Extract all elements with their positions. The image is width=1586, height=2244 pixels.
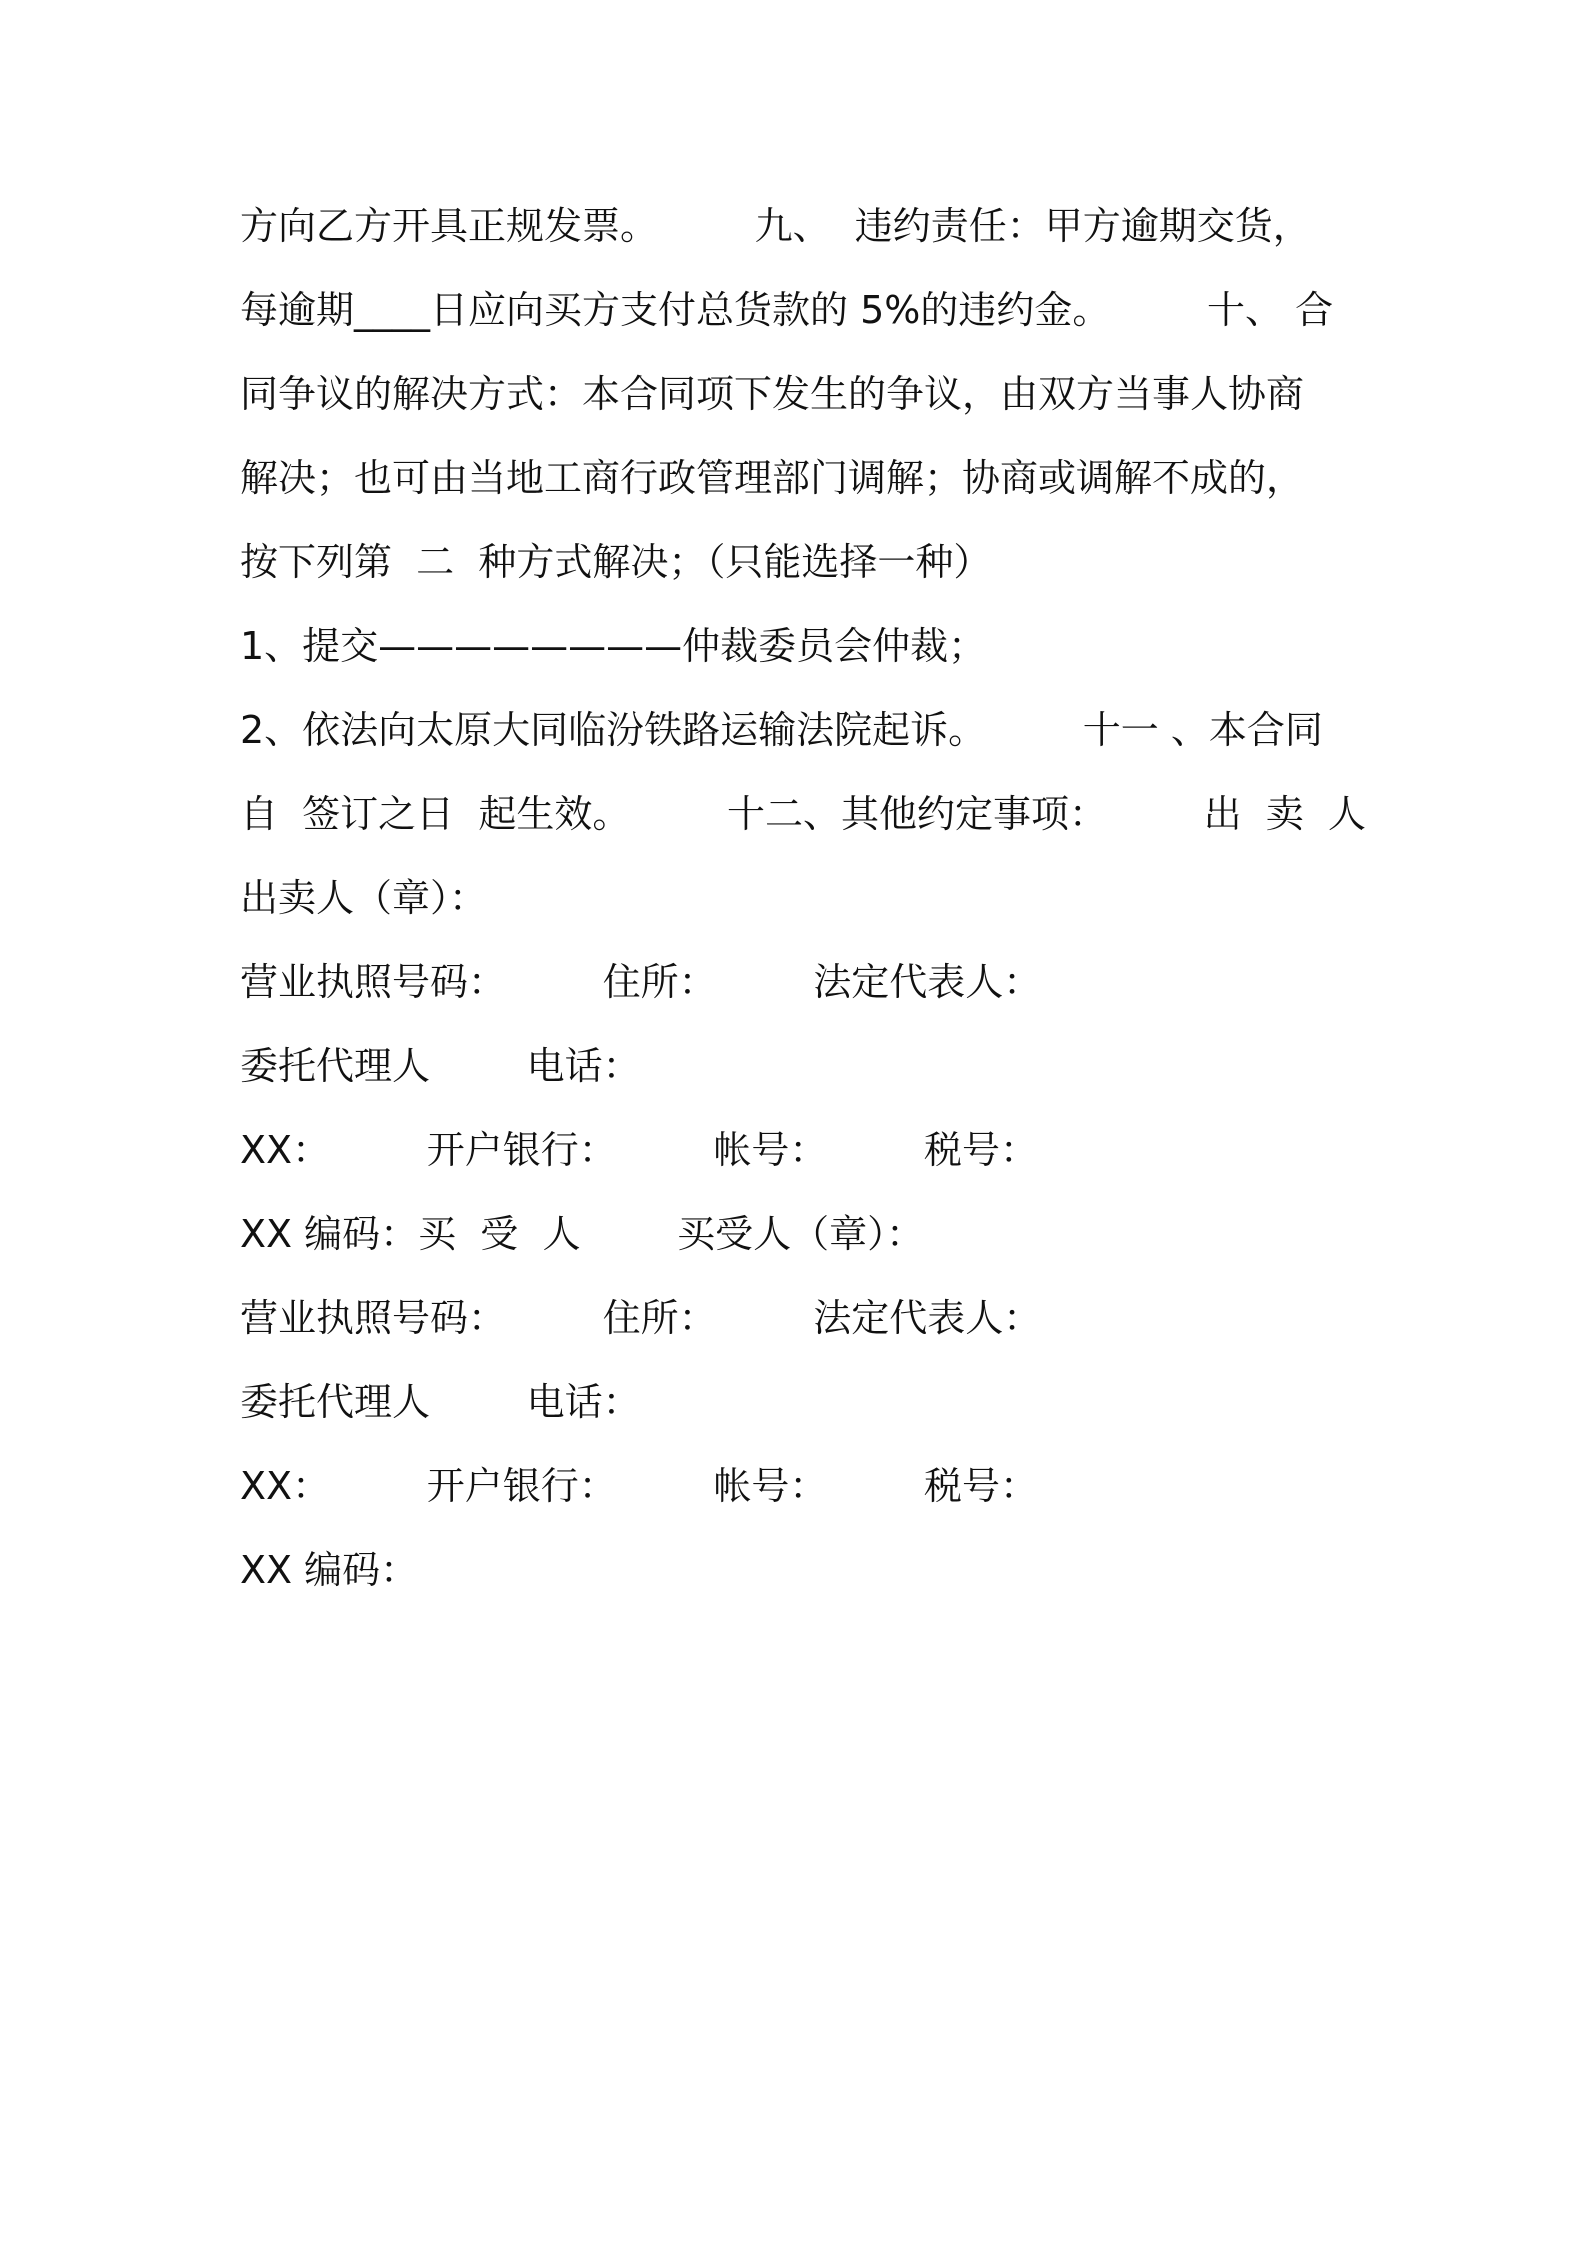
- text-line-5: 按下列第 二 种方式解决；（只能选择一种）: [240, 540, 992, 584]
- text-line-1: 方向乙方开具正规发票。 九、 违约责任：甲方逾期交货，: [240, 204, 1311, 248]
- text-line-3: 同争议的解决方式：本合同项下发生的争议，由双方当事人协商: [240, 372, 1305, 416]
- text-line-2: 每逾期____日应向买方支付总货款的 5%的违约金。 十、 合: [240, 288, 1334, 332]
- text-line-11: 委托代理人 电话：: [240, 1044, 641, 1088]
- text-line-15: 委托代理人 电话：: [240, 1380, 641, 1424]
- text-line-6: 1、提交————————仲裁委员会仲裁；: [240, 624, 987, 668]
- text-line-12: XX： 开户银行： 帐号： 税号：: [240, 1128, 1038, 1172]
- text-line-13: XX 编码：买 受 人 买受人（章）：: [240, 1212, 925, 1256]
- text-line-10: 营业执照号码： 住所： 法定代表人：: [240, 960, 1042, 1004]
- text-line-17: XX 编码：: [240, 1548, 419, 1592]
- text-line-7: 2、依法向太原大同临汾铁路运输法院起诉。 十一 、本合同: [240, 708, 1323, 752]
- text-line-4: 解决；也可由当地工商行政管理部门调解；协商或调解不成的，: [240, 456, 1305, 500]
- text-line-16: XX： 开户银行： 帐号： 税号：: [240, 1464, 1038, 1508]
- text-line-14: 营业执照号码： 住所： 法定代表人：: [240, 1296, 1042, 1340]
- text-line-9: 出卖人（章）：: [240, 876, 488, 920]
- text-line-8: 自 签订之日 起生效。 十二、其他约定事项： 出 卖 人: [240, 792, 1366, 836]
